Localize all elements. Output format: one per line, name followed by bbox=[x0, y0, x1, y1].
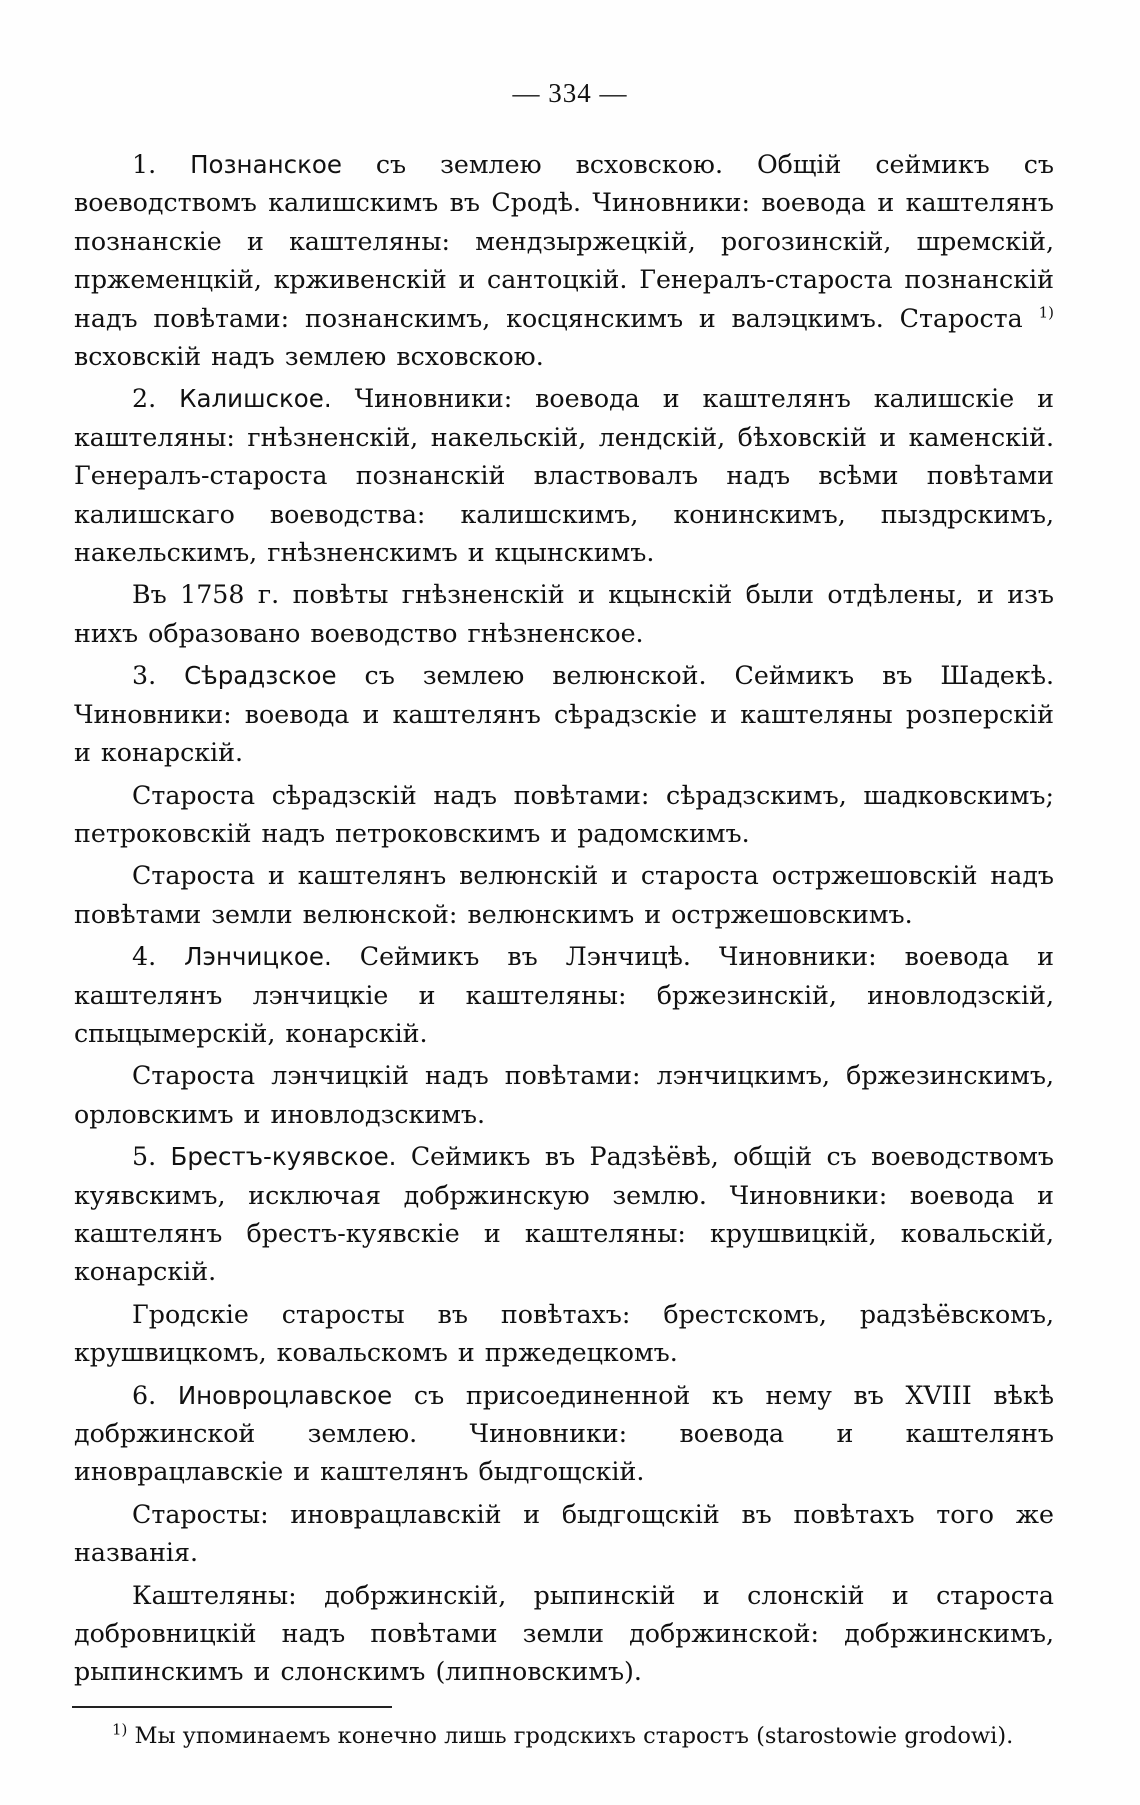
paragraph-text: Каштеляны: добржинскій, рыпинскій и слонскій и староста добровницкій надъ повѣтами земли добржинской: добржинскимъ, рыпинскимъ и слонскимъ (липновскимъ). bbox=[74, 1580, 1054, 1687]
paragraph-text: Въ 1758 г. повѣты гнѣзненскій и кцынскій были отдѣлены, и изъ нихъ образовано воеводство гнѣзненское. bbox=[74, 580, 1054, 648]
footnote bbox=[112, 1720, 1072, 1752]
footnote-mark: 1) bbox=[112, 1720, 128, 1739]
section-number: 4. bbox=[132, 942, 157, 972]
paragraph-text: Гродскіе старосты въ повѣтахъ: брестскомъ, радзѣёвскомъ, крушвицкомъ, ковальскомъ и пржедецкомъ. bbox=[74, 1299, 1054, 1368]
paragraph-inowroclaw bbox=[74, 1377, 1054, 1492]
paragraph-text: Сеймикъ въ Лэнчицѣ. Чиновники: воевода и каштелянъ лэнчицкіе и каштеляны: бржезинскій, иновлодзскій, спыцымерскій, конарскій. bbox=[74, 942, 1054, 1048]
section-number: 6. bbox=[132, 1380, 157, 1410]
section-number: 5. bbox=[132, 1142, 157, 1172]
section-heading: Сѣрадзское bbox=[184, 661, 337, 691]
paragraph-text: Староста и каштелянъ велюнскій и староста остржешовскій надъ повѣтами земли велюнской: велюнскимъ и остржешовскимъ. bbox=[74, 861, 1054, 929]
footnote-divider bbox=[72, 1706, 392, 1708]
paragraph-poznan bbox=[74, 146, 1054, 376]
page-number: — 334 — bbox=[512, 78, 628, 108]
paragraph-text: Старосты: иноврацлавскій и быдгощскій въ повѣтахъ того же названія. bbox=[74, 1499, 1054, 1568]
section-number: 2. bbox=[132, 384, 157, 414]
paragraph-wielun bbox=[74, 857, 1054, 934]
paragraph-text: съ присоединенной къ нему въ XVIII вѣкѣ добржинской землею. Чиновники: воевода и каштелянъ иноврацлавскіе и каштелянъ быдгощскій. bbox=[74, 1380, 1054, 1487]
section-heading: Познанское bbox=[190, 150, 342, 179]
section-number: 1. bbox=[132, 150, 157, 179]
footnote-reference: 1) bbox=[1038, 303, 1054, 322]
paragraph-text: Сеймикъ въ Радзѣёвѣ, общій съ воеводствомъ куявскимъ, исключая добржинскую землю. Чиновники: воевода и каштелянъ брестъ-куявскіе и каштеляны: крушвицкій, ковальскій, конарскій. bbox=[74, 1142, 1055, 1287]
paragraph-dobrzyn bbox=[74, 1577, 1054, 1692]
main-text bbox=[74, 146, 1054, 1696]
section-number: 3. bbox=[132, 661, 157, 691]
paragraph-brzesc-starosty bbox=[74, 1296, 1054, 1373]
paragraph-sieradz-starosta bbox=[74, 777, 1054, 854]
paragraph-sieradz bbox=[74, 657, 1054, 772]
section-heading: Иновроцлавское bbox=[177, 1380, 393, 1410]
paragraph-text: Староста лэнчицкій надъ повѣтами: лэнчицкимъ, бржезинскимъ, орловскимъ и иновлодзскимъ. bbox=[74, 1061, 1054, 1129]
paragraph-text: съ землею велюнской. Сеймикъ въ Шадекѣ. Чиновники: воевода и каштелянъ сѣрадзскіе и каштеляны розперскій и конарскій. bbox=[74, 661, 1054, 768]
paragraph-gniezno-note bbox=[74, 576, 1054, 653]
section-heading: Калишское. bbox=[179, 384, 332, 414]
paragraph-leczyca-starosta bbox=[74, 1057, 1054, 1134]
paragraph-text: съ землею всховскою. Общій сеймикъ съ воеводствомъ калишскимъ въ Сродѣ. Чиновники: воевода и каштелянъ познанскіе и каштеляны: мендзыржецкій, рогозинскій, шремскій, пржеменцкій, крживенскій и сантоцкій. Генералъ-староста познанскій надъ повѣтами: познанскимъ, косцянскимъ и валэцкимъ. Староста bbox=[74, 150, 1054, 333]
paragraph-kalisz bbox=[74, 380, 1054, 572]
paragraph-text: Староста сѣрадзскій надъ повѣтами: сѣрадзскимъ, шадковскимъ; петроковскій надъ петроковскимъ и радомскимъ. bbox=[74, 780, 1054, 848]
paragraph-leczyca bbox=[74, 938, 1054, 1053]
paragraph-brzesc-kujawski bbox=[74, 1138, 1054, 1292]
section-heading: Лэнчицкое. bbox=[184, 942, 332, 972]
footnote-text: Мы упоминаемъ конечно лишь гродскихъ старостъ (starostowie grodowi). bbox=[127, 1723, 1014, 1749]
paragraph-text: Чиновники: воевода и каштелянъ калишскіе и каштеляны: гнѣзненскій, накельскій, лендскій, бѣховскій и каменскій. Генералъ-староста познанскій властвовалъ надъ всѣми повѣтами калишскаго воеводства: калишскимъ, конинскимъ, пыздрскимъ, накельскимъ, гнѣзненскимъ и кцынскимъ. bbox=[74, 384, 1054, 568]
paragraph-inowroclaw-starosty bbox=[74, 1496, 1054, 1573]
paragraph-text: всховскій надъ землею всховскою. bbox=[74, 342, 544, 372]
section-heading: Брестъ-куявское. bbox=[170, 1142, 397, 1172]
